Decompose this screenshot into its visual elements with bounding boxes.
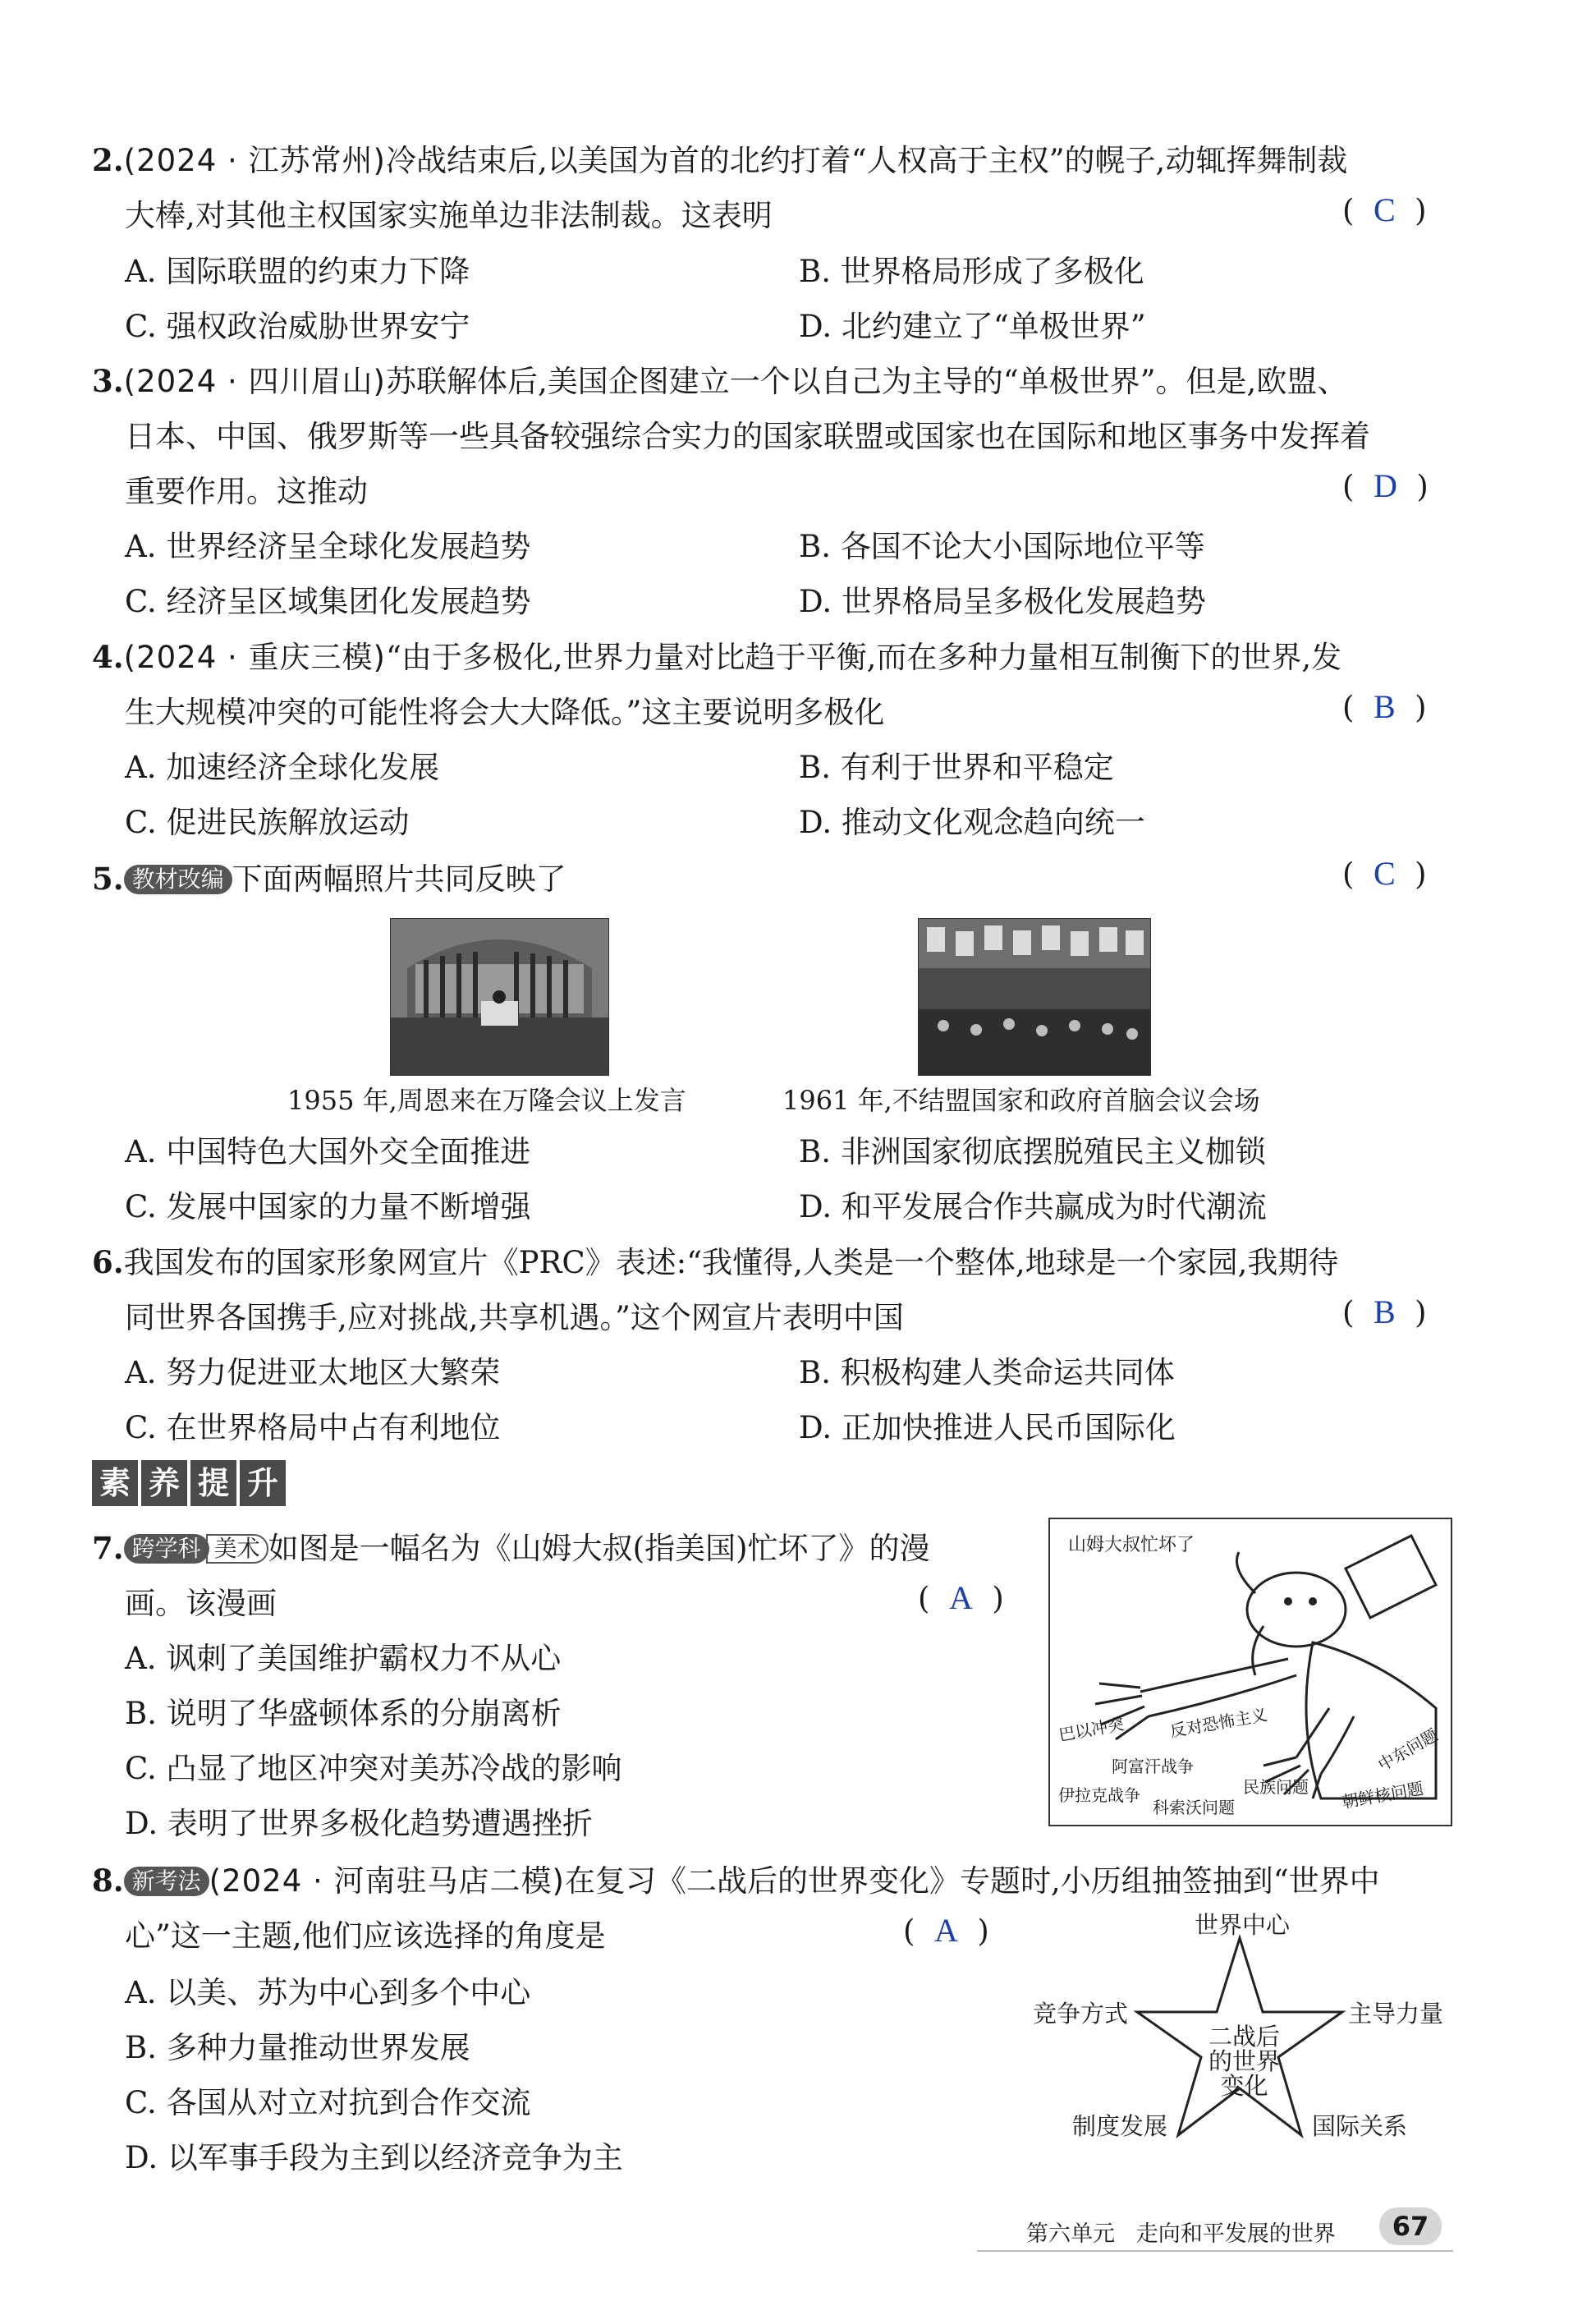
q6-option-c: C. 在世界格局中占有利地位 [125,1410,501,1445]
q4-option-a: A. 加速经济全球化发展 [125,750,440,785]
q5-number: 5. [92,861,124,897]
star-left-label: 竞争方式 [1033,2000,1129,2028]
q4-answer-letter: B [1373,688,1396,725]
q3-option-a: A. 世界经济呈全球化发展趋势 [125,529,531,564]
q6-option-b: B. 积极构建人类命运共同体 [799,1355,1175,1390]
star-right-label: 主导力量 [1348,2000,1444,2028]
cartoon-label-3: 阿富汗战争 [1112,1757,1194,1776]
q3-answer: ( D ) [1342,467,1429,504]
q3-stem-line3: 重要作用。这推动 [125,474,368,509]
section-char-1: 素 [92,1460,138,1506]
q8-tag: 新考法 [124,1867,209,1896]
q4-option-d: D. 推动文化观念趋向统一 [799,805,1145,840]
q5-text1: 下面两幅照片共同反映了 [232,861,566,897]
q3-option-c: C. 经济呈区域集团化发展趋势 [125,584,531,619]
footer-unit: 第六单元 [1026,2221,1115,2247]
q8-answer-letter: A [933,1912,958,1949]
cartoon-uncle-sam [1048,1518,1452,1826]
q3-number: 3. [92,363,124,399]
section-char-4: 升 [240,1460,286,1506]
q2-option-d: D. 北约建立了“单极世界” [799,309,1146,344]
q3-answer-letter: D [1373,467,1397,504]
q2-text2: 大棒,对其他主权国家实施单边非法制裁。这表明 [125,198,773,233]
q7-stem-line2: 画。该漫画 [125,1586,277,1621]
cartoon-title: 山姆大叔忙坏了 [1068,1535,1195,1555]
star-top-label: 世界中心 [1195,1911,1291,1939]
star-center-line1: 二战后 [1208,2023,1281,2051]
cartoon-label-4: 民族问题 [1243,1777,1309,1797]
q7-option-b: B. 说明了华盛顿体系的分崩离析 [125,1696,562,1731]
q3-source: (2024 · 四川眉山) [123,364,386,399]
q6-stem-line1 [92,1238,1338,1282]
q2-option-c: C. 强权政治威胁世界安宁 [125,309,470,344]
q5-option-d: D. 和平发展合作共赢成为时代潮流 [799,1189,1267,1224]
footer-title: 走向和平发展的世界 [1135,2221,1336,2247]
q6-number: 6. [92,1244,124,1280]
cartoon-label-2: 反对恐怖主义 [1168,1704,1269,1742]
q3-option-d: D. 世界格局呈多极化发展趋势 [799,584,1206,619]
photo-bandung-graphic [391,919,608,1075]
q8-stem-line1 [92,1856,1380,1900]
q3-text1: 苏联解体后,美国企图建立一个以自己为主导的“单极世界”。但是,欧盟、 [385,364,1348,399]
q4-source: (2024 · 重庆三模) [123,640,386,675]
star-bottom-right-label: 国际关系 [1312,2112,1408,2140]
star-center [1208,2024,1280,2098]
cartoon-label-1: 巴以冲突 [1057,1714,1126,1745]
q5-answer: ( C ) [1342,855,1427,892]
q5-caption-1: 1955 年,周恩来在万隆会议上发言 [287,1085,686,1116]
q8-text1: 在复习《二战后的世界变化》专题时,小历组抽签抽到“世界中 [564,1863,1380,1899]
q8-option-a: A. 以美、苏为中心到多个中心 [125,1975,531,2010]
photo-nonaligned-graphic [919,919,1150,1075]
q2-answer: ( C ) [1342,191,1427,228]
q3-stem-line2: 日本、中国、俄罗斯等一些具备较强综合实力的国家联盟或国家也在国际和地区事务中发挥着 [125,419,1370,454]
q8-answer: ( A ) [903,1912,989,1949]
section-char-3: 提 [190,1460,236,1506]
photo-nonaligned-summit [918,918,1151,1076]
q8-stem-line2: 心”这一主题,他们应该选择的角度是 [125,1918,606,1954]
q5-stem-line1 [92,854,566,898]
photo-bandung-conference [390,918,609,1076]
cartoon-label-5: 中东问题 [1374,1725,1442,1775]
q2-text1: 冷战结束后,以美国为首的北约打着“人权高于主权”的幌子,动辄挥舞制裁 [385,143,1348,178]
q7-number: 7. [92,1530,124,1566]
star-center-line2: 的世界 [1208,2047,1281,2075]
q5-option-b: B. 非洲国家彻底摆脱殖民主义枷锁 [799,1134,1266,1169]
q7-answer: ( A ) [918,1579,1004,1616]
page-number: 67 [1379,2207,1442,2245]
q7-option-c: C. 凸显了地区冲突对美苏冷战的影响 [125,1751,622,1786]
q5-option-c: C. 发展中国家的力量不断增强 [125,1189,531,1224]
q2-option-b: B. 世界格局形成了多极化 [799,254,1144,289]
star-bottom-left-label: 制度发展 [1072,2112,1168,2140]
q5-option-a: A. 中国特色大国外交全面推进 [125,1134,531,1169]
q8-option-b: B. 多种力量推动世界发展 [125,2030,470,2065]
q8-option-c: C. 各国从对立对抗到合作交流 [125,2085,531,2120]
section-char-2: 养 [141,1460,187,1506]
q7-stem-line1 [92,1523,930,1568]
q2-stem-line2 [125,191,773,235]
star-center-line3: 变化 [1220,2072,1268,2100]
q5-tag: 教材改编 [124,865,232,894]
q4-option-b: B. 有利于世界和平稳定 [799,750,1114,785]
cartoon-label-7: 科索沃问题 [1153,1798,1235,1817]
q7-option-d: D. 表明了世界多极化趋势遭遇挫折 [125,1806,593,1841]
q6-option-a: A. 努力促进亚太地区大繁荣 [125,1355,501,1390]
footer-rule [977,2250,1453,2252]
q4-answer: ( B ) [1342,688,1427,725]
q4-stem-line2: 生大规模冲突的可能性将会大大降低。”这主要说明多极化 [125,695,885,730]
q6-answer-letter: B [1373,1293,1396,1330]
q4-stem-line1 [92,632,1341,677]
section-header [92,1460,286,1506]
q8-number: 8. [92,1863,124,1899]
q4-text1: “由于多极化,世界力量对比趋于平衡,而在多种力量相互制衡下的世界,发 [385,640,1342,675]
q6-stem-line2: 同世界各国携手,应对挑战,共享机遇。”这个网宣片表明中国 [125,1300,904,1335]
q2-answer-letter: C [1373,191,1396,228]
q6-text1: 我国发布的国家形象网宣片《PRC》表述:“我懂得,人类是一个整体,地球是一个家园,我期待 [123,1245,1339,1280]
q4-number: 4. [92,639,124,675]
q8-source: (2024 · 河南驻马店二模) [209,1863,565,1899]
q2-source: (2024 · 江苏常州) [123,143,386,178]
q2-number: 2. [92,142,124,178]
q5-answer-letter: C [1373,855,1396,892]
q3-stem-line1 [92,356,1347,401]
q7-option-a: A. 讽刺了美国维护霸权力不从心 [125,1641,562,1676]
q2-option-a: A. 国际联盟的约束力下降 [125,254,470,289]
q8-option-d: D. 以军事手段为主到以经济竞争为主 [125,2140,623,2175]
cartoon-label-6: 伊拉克战争 [1058,1785,1140,1805]
q7-tag-1: 跨学科 [124,1534,209,1564]
q6-option-d: D. 正加快推进人民币国际化 [799,1410,1176,1445]
q6-answer: ( B ) [1342,1293,1427,1330]
q2-stem-line1 [92,136,1347,180]
q7-text1: 如图是一幅名为《山姆大叔(指美国)忙坏了》的漫 [268,1531,930,1566]
footer [1026,2216,1336,2248]
q4-option-c: C. 促进民族解放运动 [125,805,410,840]
cartoon-label-8: 朝鲜核问题 [1340,1778,1425,1812]
q7-tag-2: 美术 [206,1534,268,1564]
q3-option-b: B. 各国不论大小国际地位平等 [799,529,1205,564]
q7-answer-letter: A [948,1579,973,1616]
q5-caption-2: 1961 年,不结盟国家和政府首脑会议会场 [782,1085,1260,1116]
